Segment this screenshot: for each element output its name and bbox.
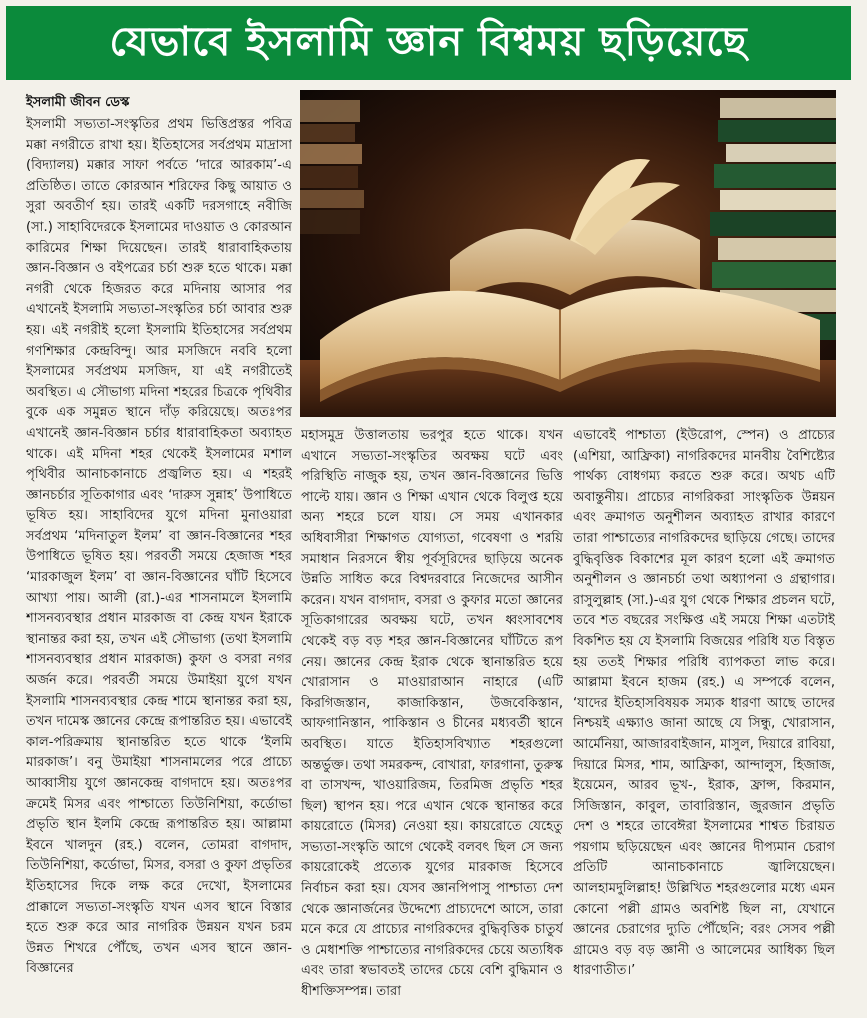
headline-banner [6,6,851,80]
headline: যেভাবে ইসলামি জ্ঞান বিশ্বময় ছড়িয়েছে [109,18,748,65]
article-column-3: এভাবেই পাশ্চাত্য (ইউরোপ, স্পেন) ও প্রাচ্যের (এশিয়া, আফ্রিকা) নাগরিকদের মানবীয় বৈশিষ্ট্যের পার্থক্য বোধগম্য করতে শুরু করে। অথচ এটি অবান্তুনীয়। প্রাচ্যের নাগরিকরা সাংস্কৃতিক উন্নয়ন এবং ক্রমাগত অনুশীলন অব্যাহত রাখার কারণে তারা পাশ্চাত্যের নাগরিকদের ছাড়িয়ে গেছে। তাদের বুদ্ধিবৃত্তিক বিকাশের মূল কারণ হলো এই ক্রমাগত অনুশীলন ও জ্ঞানচর্চা তথা অধ্যাপনা ও গ্রন্থাগার। রাসুলুল্লাহ (সা.)-এর যুগ থেকে শিক্ষার প্রচলন ঘটে, তবে শত বছরের সংক্ষিপ্ত এই সময়ে শিক্ষা এতটাই বিকশিত হয় যে ইসলামি বিজয়ের পরিধি যত বিস্তৃত হয় ততই শিক্ষার পরিধি ব্যাপকতা লাভ করে। আল্লামা ইবনে হাজম (রহ.) এ সম্পর্কে বলেন, ‘যাদের ইতিহাসবিষয়ক সম্যক ধারণা আছে তাদের নিশ্চয়ই এক্ষ্যাও জানা আছে যে সিন্ধু, খোরাসান, আর্মেনিয়া, আজারবাইজান, মাসুল, দিয়ারে রাবিয়া, দিয়ারে মিসর, শাম, আফ্রিকা, আন্দালুস, হিজাজ, ইয়েমেন, আরব ভূখ-, ইরাক, ফ্রান্স, কিরমান, সিজিস্তান, কাবুল, তাবারিস্তান, জুরজান প্রভৃতি দেশ ও শহরে তাবেঈরা ইসলামের শাশ্বত চিরায়ত পয়গাম ছড়িয়েছেন এবং জ্ঞানের দীপ্যমান চেরাগ প্রতিটি আনাচকানাচে জ্বালিয়েছেন। আলহামদুলিল্লাহ! উল্লিখিত শহরগুলোর মধ্যে এমন কোনো পল্লী গ্রামও অবশিষ্ট ছিল না, যেখানে জ্ঞানের চেরাগের দ্যুতি পৌঁছেনি; বরং সেসব পল্লী গ্রামেও বড় বড় জ্ঞানী ও আলেমের আধিক্য ছিল ধারণাতীত।’ [573,428,835,979]
byline: ইসলামী জীবন ডেস্ক [26,95,130,110]
books-photo [300,90,836,417]
article-column-1: ইসলামী সভ্যতা-সংস্কৃতির প্রথম ভিত্তিপ্রস্তর পবিত্র মক্কা নগরীতে রাখা হয়। ইতিহাসের সর্বপ্রথম মাদ্রাসা (বিদ্যালয়) মক্কার সাফা পর্বতে ‘দারে আরকাম’-এ প্রতিষ্ঠিত। তাতে কোরআন শরিফের কিছু আয়াত ও সুরা অবতীর্ণ হয়। তারই একটি দরসগাহে নবীজি (সা.) সাহাবিদেরকে ইসলামের দাওয়াত ও কোরআন কারিমের শিক্ষা দিয়েছেন। তারই ধারাবাহিকতায় জ্ঞান-বিজ্ঞান ও বইপত্রের চর্চা শুরু হতে থাকে। মক্কা নগরী থেকে হিজরত করে মদিনায় আসার পর এখানেই ইসলামি সভ্যতা-সংস্কৃতির চর্চা আবার শুরু হয়। এই নগরীই হলো ইসলামি ইতিহাসের সর্বপ্রথম গণশিক্ষার কেন্দ্রবিন্দু। আর মসজিদে নববি হলো ইসলামের সর্বপ্রথম মসজিদ, যা এই নগরীতেই অবস্থিত। এ সৌভাগ্য মদিনা শহরের চিত্রকে পৃথিবীর বুকে এক সমুন্নত স্থানে দাঁড় করিয়েছে। অতঃপর এখানেই জ্ঞান-বিজ্ঞান চর্চার ধারাবাহিকতা অব্যাহত থাকে। এই মদিনা শহর থেকেই ইসলামের মশাল পৃথিবীর আনাচকানাচে প্রজ্বলিত হয়। এ শহরই জ্ঞানচর্চার সূতিকাগার এবং ‘দারুস সুন্নাহ’ উপাধিতে ভূষিত হয়। সাহাবিদের যুগে মদিনা মুনাওয়ারা সর্বপ্রথম ‘মদিনাতুল ইলম’ বা জ্ঞান-বিজ্ঞানের শহর উপাধিতে ভূষিত হয়। পরবর্তী সময়ে হেজাজ শহর ‘মারকাজুল ইলম’ বা জ্ঞান-বিজ্ঞানের ঘাঁটি হিসেবে আখ্যা পায়। আলী (রা.)-এর শাসনামলে ইসলামি শাসনব্যবস্থার প্রধান মারকাজ বা কেন্দ্র যখন ইরাকে স্থানান্তর করা হয়, তখন এই সৌভাগ্য (তথা ইসলামি শাসনব্যবস্থার প্রধান মারকাজ) কুফা ও বসরা নগর অর্জন করে। পরবর্তী সময়ে উমাইয়া যুগে যখন ইসলামি শাসনব্যবস্থার কেন্দ্র শামে স্থানান্তর করা হয়, তখন দামেস্ক জ্ঞানের কেন্দ্রে রূপান্তরিত হয়। এভাবেই কাল-পরিক্রমায় স্থানান্তরিত হতে থাকে ‘ইলমি মারকাজ’। বনু উমাইয়া শাসনামলের পরে প্রাচ্যে আব্বাসীয় যুগে জ্ঞানকেন্দ্র বাগদাদে হয়। অতঃপর ক্রমেই মিসর এবং পাশ্চাত্যে তিউনিশিয়া, কর্ডোভা প্রভৃতি স্থান ইলমি কেন্দ্রে রূপান্তরিত হয়। আল্লামা ইবনে খালদুন (রহ.) বলেন, তোমরা বাগদাদ, তিউনিশিয়া, কর্ডোভা, মিসর, বসরা ও কুফা প্রভৃতির ইতিহাসের দিকে লক্ষ করে দেখো, ইসলামের প্রাক্কালে সভ্যতা-সংস্কৃতি যখন এসব স্থানে বিস্তার হতে শুরু করে আর নাগরিক উন্নয়ন যখন চরম উন্নত শিখরে পৌঁছে, তখন এসব স্থানে জ্ঞান-বিজ্ঞানের [26,117,292,977]
article-column-2: মহাসমুদ্র উত্তালতায় ভরপুর হতে থাকে। যখন এখানে সভ্যতা-সংস্কৃতির অবক্ষয় ঘটে এবং পরিস্থিতি নাজুক হয়, তখন জ্ঞান-বিজ্ঞানের ভিত্তি পাল্টে যায়। জ্ঞান ও শিক্ষা এখান থেকে বিলুপ্ত হয়ে অন্য শহরে চলে যায়। সে সময় এখানকার অধিবাসীরা শিক্ষাগত যোগ্যতা, গবেষণা ও শরয়ি সমাধান নিরসনে স্বীয় পূর্বসূরিদের ছাড়িয়ে অনেক উন্নতি সাধিত করে বিশ্বদরবারে নিজেদের আসীন করেন। যখন বাগদাদ, বসরা ও কুফার মতো জ্ঞানের সূতিকাগারের অবক্ষয় ঘটে, তখন ধ্বংসাবশেষ থেকেই বড় বড় শহর জ্ঞান-বিজ্ঞানের ঘাঁটিতে রূপ নেয়। জ্ঞানের কেন্দ্র ইরাক থেকে স্থানান্তরিত হয়ে খোরাসান ও মাওয়ারাআন নাহারে (এটি কিরগিজস্তান, কাজাকিস্তান, উজবেকিস্তান, আফগানিস্তান, পাকিস্তান ও চীনের মধ্যবর্তী স্থানে অবস্থিত। যাতে ইতিহাসবিখ্যাত শহরগুলো অন্তর্ভুক্ত। তথা সমরকন্দ, বোখারা, ফারগানা, তুরুস্ক বা তাসখন্দ, খাওয়ারিজম, তিরমিজ প্রভৃতি শহর ছিল) স্থাপন হয়। পরে এখান থেকে স্থানান্তর করে কায়রোতে (মিসর) নেওয়া হয়। কায়রোতে যেহেতু সভ্যতা-সংস্কৃতি আগে থেকেই বলবৎ ছিল সে জন্য কায়রোকেই প্রত্যেক যুগের মারকাজ হিসেবে নির্বাচন করা হয়। যেসব জ্ঞানপিপাসু পাশ্চাত্য দেশ থেকে জ্ঞানার্জনের উদ্দেশ্যে প্রাচ্যদেশে আসে, তারা মনে করে যে প্রাচ্যের নাগরিকদের বুদ্ধিবৃত্তিক চাতুর্য ও মেধাশক্তি পাশ্চাত্যের নাগরিকদের চেয়ে অত্যধিক এবং তারা স্বভাবতই তাদের চেয়ে বেশি বুদ্ধিমান ও ধীশক্তিসম্পন্ন। তারা [301,428,563,1000]
